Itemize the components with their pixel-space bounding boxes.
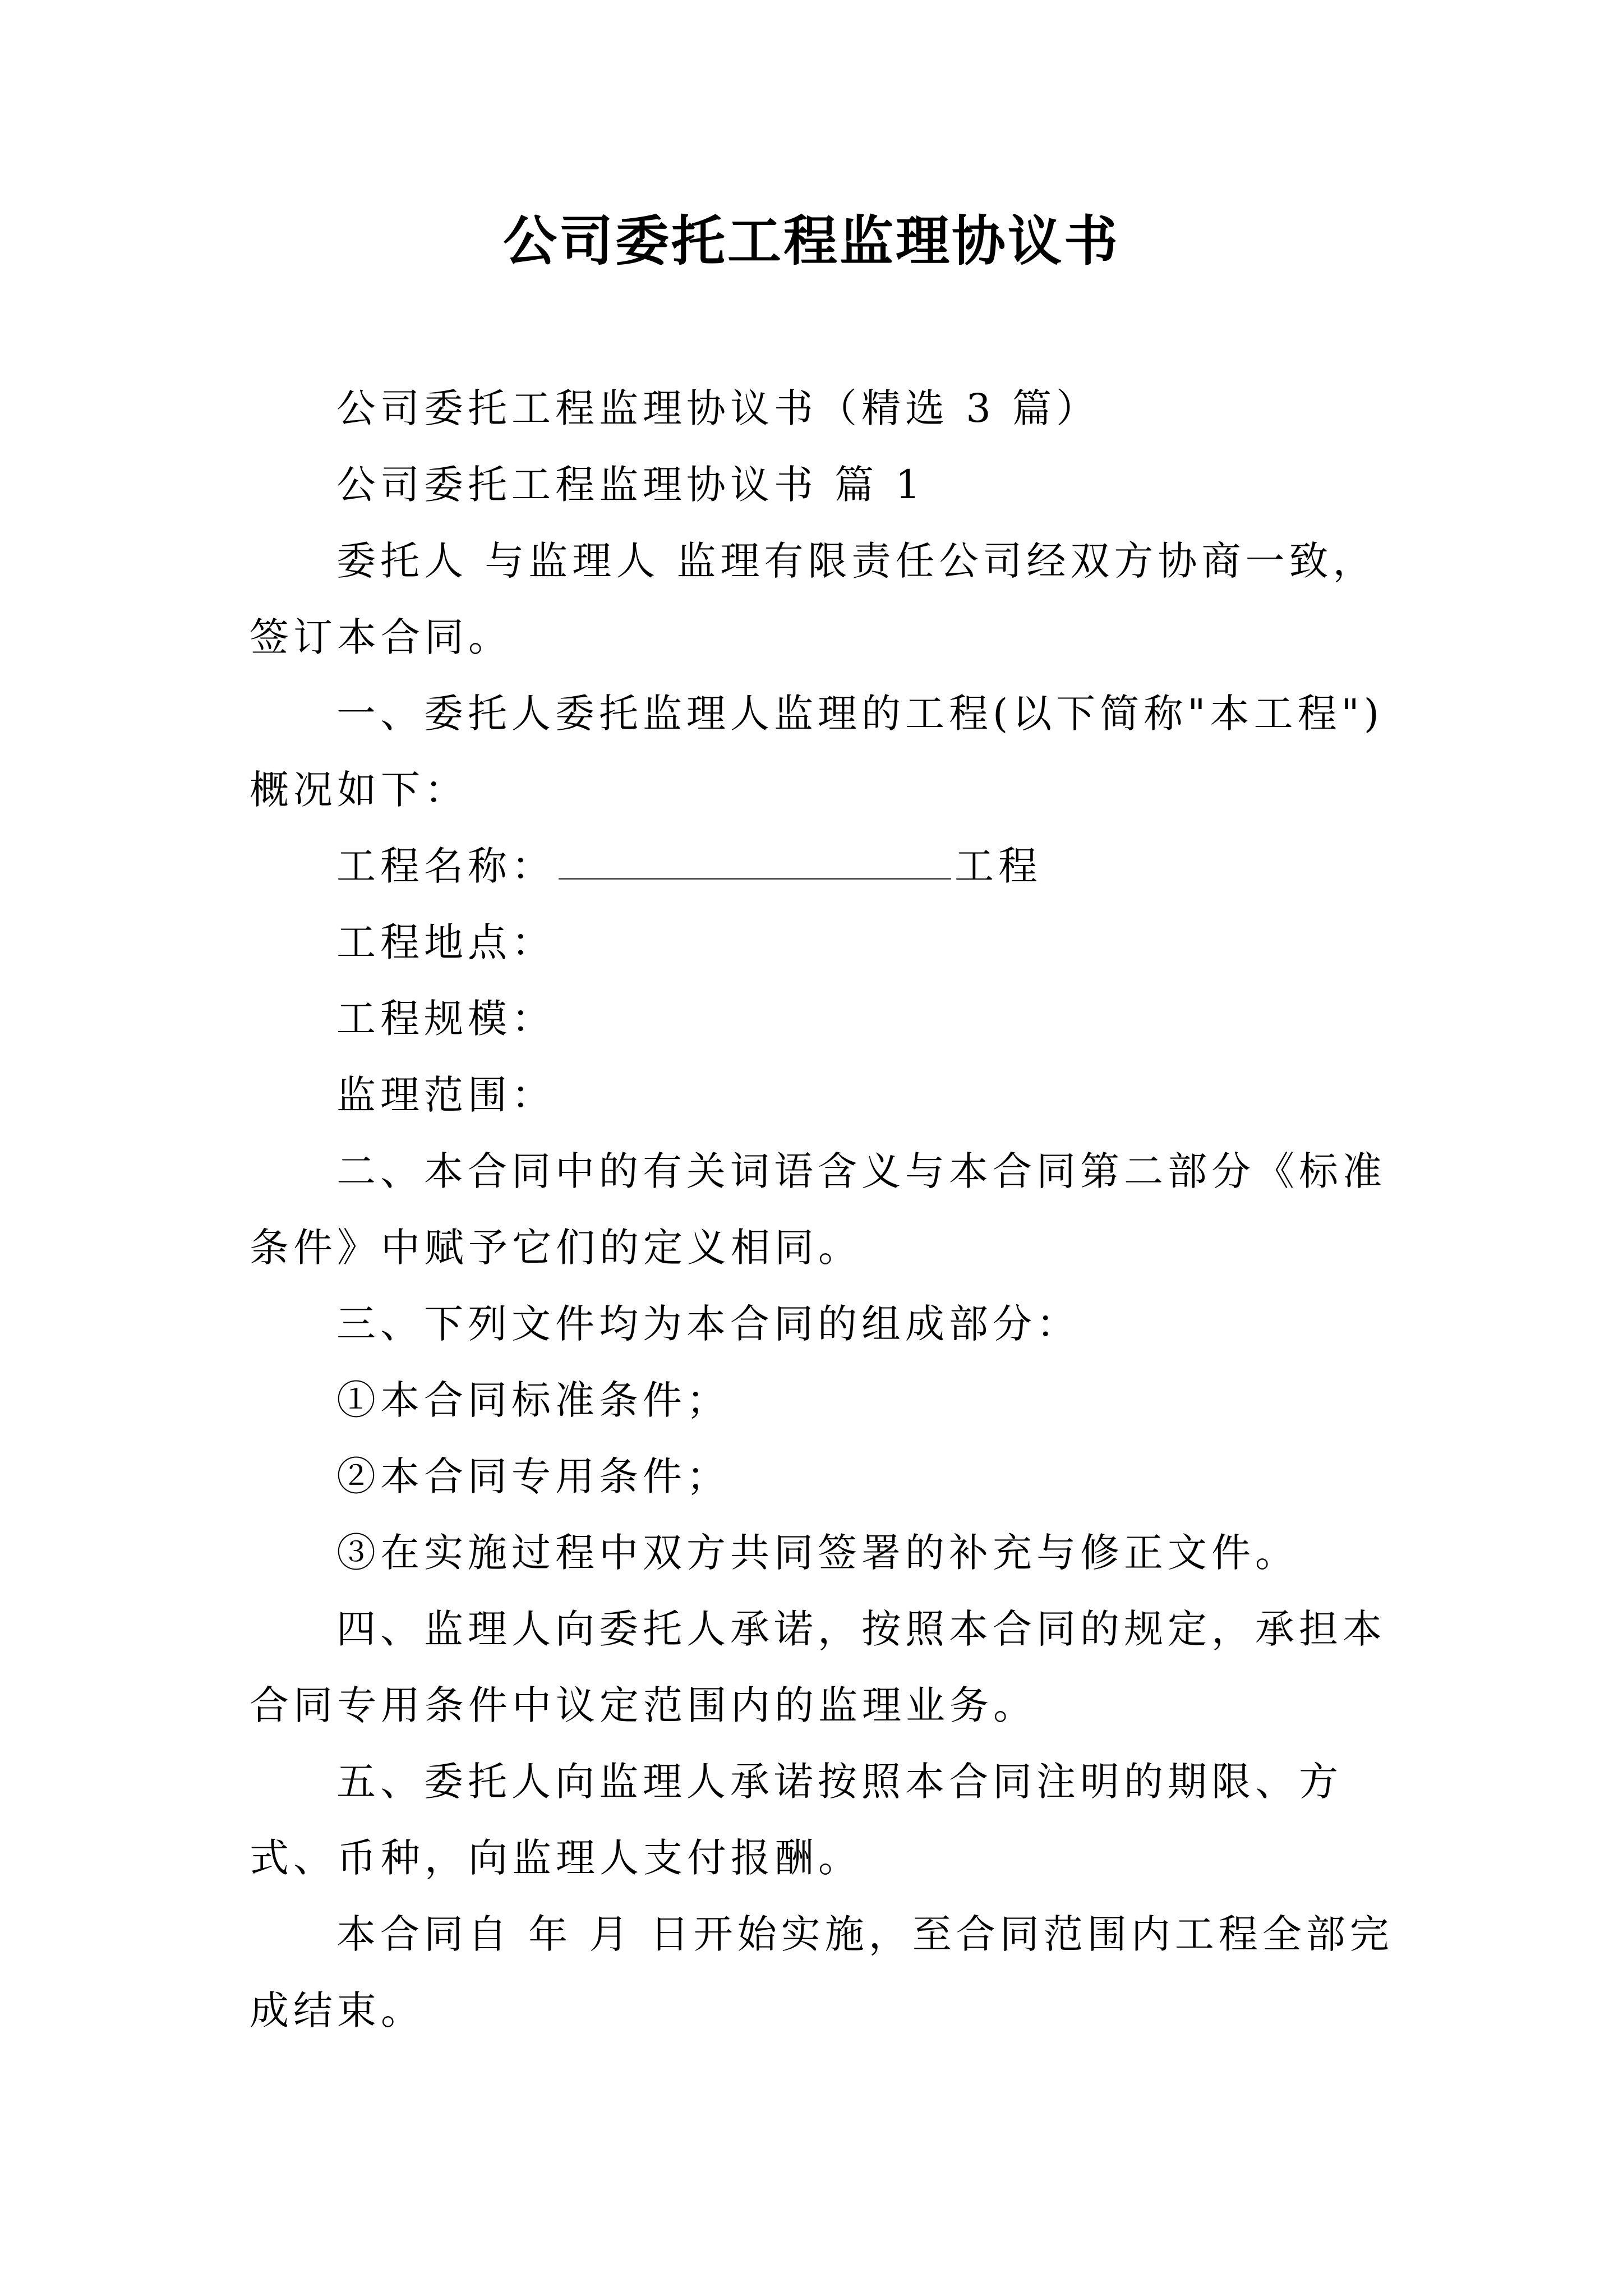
project-name-blank [559, 844, 951, 880]
paragraph-clause-3: 三、下列文件均为本合同的组成部分： [336, 1301, 1080, 1347]
document-title: 公司委托工程监理协议书 [503, 209, 1120, 273]
paragraph-item-3: ③在实施过程中双方共同签署的补充与修正文件。 [336, 1530, 1299, 1576]
project-name-suffix: 工程 [955, 843, 1042, 889]
document-body [250, 370, 1394, 2049]
paragraph-clause-1: 一、委托人委托监理人监理的工程(以下简称"本工程")概况如下： [250, 691, 1384, 813]
paragraph-item-2: ②本合同专用条件； [336, 1453, 730, 1499]
paragraph-clause-5: 五、委托人向监理人承诺按照本合同注明的期限、方式、币种，向监理人支付报酬。 [250, 1759, 1343, 1881]
paragraph-clause-4: 四、监理人向委托人承诺，按照本合同的规定，承担本合同专用条件中议定范围内的监理业务。 [250, 1606, 1386, 1728]
paragraph-section-heading: 公司委托工程监理协议书 篇 1 [336, 462, 925, 508]
paragraph-clause-2: 二、本合同中的有关词语含义与本合同第二部分《标准条件》中赋予它们的定义相同。 [250, 1148, 1386, 1271]
paragraph-item-1: ①本合同标准条件； [336, 1377, 730, 1423]
paragraph-supervision-scope: 监理范围： [336, 1072, 555, 1118]
paragraph-parties: 委托人 与监理人 监理有限责任公司经双方协商一致，签订本合同。 [250, 538, 1377, 660]
project-name-label: 工程名称： [336, 843, 555, 889]
paragraph-project-name [250, 828, 1394, 904]
paragraph-subtitle: 公司委托工程监理协议书（精选 3 篇） [336, 385, 1100, 431]
paragraph-project-location: 工程地点： [336, 919, 555, 965]
paragraph-project-scale: 工程规模： [336, 996, 555, 1042]
paragraph-effective-date: 本合同自 年 月 日开始实施，至合同范围内工程全部完成结束。 [250, 1911, 1394, 2033]
